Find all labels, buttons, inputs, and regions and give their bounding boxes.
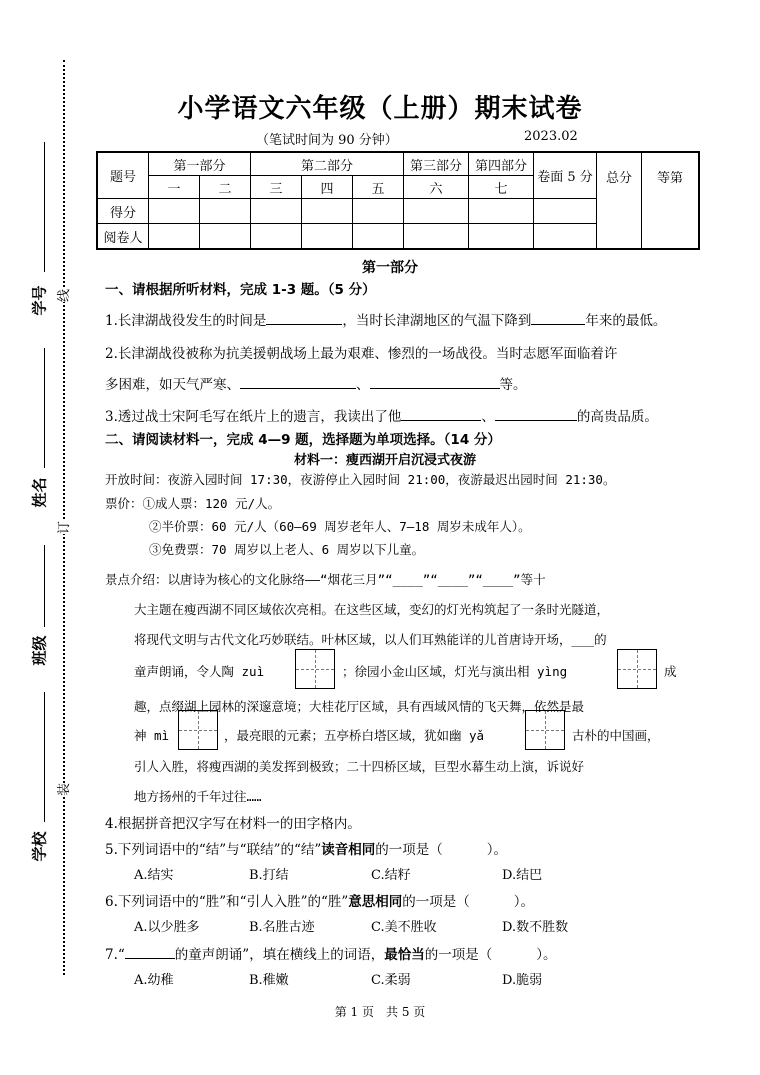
exam-date: 2023.02 (524, 129, 578, 144)
side-label-school: 学校 (30, 831, 49, 862)
q5-option-a[interactable]: A.结实 (134, 868, 174, 883)
score-cell[interactable] (200, 199, 251, 224)
q7-blank[interactable] (125, 946, 175, 959)
table-col-1: 一 (149, 176, 200, 199)
q7-option-c[interactable]: C.柔弱 (371, 973, 411, 988)
q7-text-b: 的童声朗诵”，填在横线上的词语， (174, 947, 385, 963)
cut-mark-line: 线 (53, 289, 72, 302)
material-para-4c: 成 (664, 664, 677, 679)
q1-blank-2[interactable] (531, 312, 585, 325)
table-col-2: 二 (200, 176, 251, 199)
q6-text-d: ）。 (513, 894, 535, 910)
material-price: 票价：①成人票：120 元/人。 (105, 496, 281, 511)
material-free: ③免费票：70 周岁以上老人、6 周岁以下儿童。 (149, 542, 425, 557)
q3-blank-1[interactable] (401, 408, 481, 421)
tianzige-box-ya[interactable] (525, 710, 565, 750)
grader-cell[interactable] (149, 224, 200, 250)
q2-text-d: 等。 (499, 377, 527, 393)
q2-blank-2[interactable] (370, 376, 500, 389)
tianzige-box-mi[interactable] (178, 710, 218, 750)
q7-text-e: ）。 (536, 947, 557, 963)
score-cell[interactable] (534, 199, 597, 224)
table-header-total: 总分 (597, 152, 642, 249)
cut-mark-pack: 装 (53, 783, 72, 796)
q5-text-d: ）。 (486, 842, 508, 858)
q7-option-a[interactable]: A.幼稚 (134, 973, 174, 988)
student-id-line (44, 142, 45, 272)
table-col-6: 六 (404, 176, 469, 199)
grader-cell[interactable] (302, 224, 353, 250)
q2-blank-1[interactable] (240, 376, 356, 389)
score-table (96, 151, 700, 250)
q3-text-c: 的高贵品质。 (576, 409, 658, 425)
q7-option-b[interactable]: B.稚嫩 (249, 973, 289, 988)
material-half-price: ②半价票：60 元/人（60—69 周岁老年人、7—18 周岁未成年人）。 (149, 519, 531, 534)
side-label-class: 班级 (30, 635, 49, 666)
school-line (44, 692, 45, 822)
q6-text-c: 的一项是（ (402, 894, 470, 910)
score-cell[interactable] (404, 199, 469, 224)
side-label-name: 姓名 (30, 477, 49, 508)
table-col-7: 七 (469, 176, 534, 199)
material-para-8: 地方扬州的千年过往…… (134, 789, 262, 804)
q6-keyword: 意思相同 (348, 894, 403, 910)
score-cell[interactable] (302, 199, 353, 224)
q1-text-b: ，当时长津湖地区的气温下降到 (342, 313, 532, 329)
side-label-student-id: 学号 (30, 285, 49, 316)
table-row-grader-label: 阅卷人 (97, 224, 149, 250)
page-footer: 第 1 页 共 5 页 (334, 1005, 426, 1019)
q6-option-a[interactable]: A.以少胜多 (134, 920, 200, 935)
binding-dotted-line (63, 60, 65, 975)
q2-text-b: 多困难，如天气严寒、 (105, 377, 240, 393)
material-para-6a: 神 mì (134, 728, 170, 743)
table-header-item: 题号 (97, 152, 149, 199)
table-header-neatness: 卷面 5 分 (534, 152, 597, 199)
section2-title: 二、请阅读材料一，完成 4—9 题，选择题为单项选择。（14 分） (105, 432, 501, 448)
class-line (44, 545, 45, 627)
table-header-part2: 第二部分 (251, 152, 404, 176)
material-para-5: 趣，点缀湖上园林的深邃意境；大桂花厅区域，具有西域风情的飞天舞，依然是最 (134, 699, 585, 714)
grader-cell[interactable] (469, 224, 534, 250)
section1-title: 一、请根据所听材料，完成 1-3 题。（5 分） (105, 282, 376, 298)
tianzige-box-zui[interactable] (295, 649, 335, 689)
q7-text-d: 的一项是（ (424, 947, 493, 963)
score-cell[interactable] (353, 199, 404, 224)
page-title: 小学语文六年级（上册）期末试卷 (177, 94, 583, 124)
grader-cell[interactable] (200, 224, 251, 250)
q1-text-a: 1.长津湖战役发生的时间是 (105, 313, 267, 329)
grader-cell[interactable] (251, 224, 302, 250)
tianzige-box-ying[interactable] (617, 649, 657, 689)
question-4: 4.根据拼音把汉字写在材料一的田字格内。 (105, 816, 361, 832)
q3-text-b: 、 (481, 409, 495, 425)
material-para-7: 引人入胜，将瘦西湖的美发挥到极致；二十四桥区域，巨型水幕生动上演，诉说好 (134, 759, 585, 774)
material-para-4a: 童声朗诵，令人陶 zuì (134, 664, 265, 679)
q5-keyword: 读音相同 (321, 842, 376, 858)
material-title: 材料一：瘦西湖开启沉浸式夜游 (293, 453, 476, 468)
q2-text-c: 、 (356, 377, 370, 393)
question-2-line2 (105, 373, 527, 393)
q7-keyword: 最恰当 (384, 947, 425, 963)
table-header-part3: 第三部分 (404, 152, 469, 176)
grader-cell[interactable] (353, 224, 404, 250)
q6-text-a: 6.下列词语中的“胜”和“引人入胜”的“胜” (105, 894, 349, 910)
material-open-time: 开放时间：夜游入园时间 17:30，夜游停止入园时间 21:00，夜游最迟出园时间 21:30。 (105, 472, 616, 487)
q5-option-d[interactable]: D.结巴 (502, 868, 543, 883)
cut-mark-bind: 订 (53, 521, 72, 534)
question-3 (105, 405, 658, 425)
question-7 (105, 943, 556, 963)
part1-heading: 第一部分 (362, 260, 418, 276)
q6-option-b[interactable]: B.名胜古迹 (249, 920, 315, 935)
table-col-5: 五 (353, 176, 404, 199)
question-5 (105, 838, 507, 858)
question-6 (105, 890, 534, 910)
material-para-1: 景点介绍：以唐诗为核心的文化脉络——“烟花三月”“____”“____”“____”等十 (105, 572, 546, 587)
material-para-3: 将现代文明与古代文化巧妙联结。叶林区域，以人们耳熟能详的儿首唐诗开场，___的 (134, 632, 607, 647)
q1-blank-1[interactable] (266, 312, 342, 325)
table-header-part1: 第一部分 (149, 152, 251, 176)
score-cell[interactable] (469, 199, 534, 224)
material-para-4b: ；徐园小金山区域，灯光与演出相 yìng (342, 664, 568, 679)
score-cell[interactable] (251, 199, 302, 224)
question-1 (105, 309, 666, 329)
table-header-grade: 等第 (642, 152, 700, 249)
material-para-6b: ，最亮眼的元素；五亭桥白塔区域，犹如幽 yǎ (224, 728, 485, 743)
q3-text-a: 3.透过战士宋阿毛写在纸片上的遗言，我读出了他 (105, 409, 402, 425)
q6-option-d[interactable]: D.数不胜数 (502, 920, 569, 935)
q5-text-c: 的一项是（ (375, 842, 443, 858)
q6-option-c[interactable]: C.美不胜收 (371, 920, 437, 935)
q7-text-a: 7.“ (105, 947, 125, 963)
table-header-part4: 第四部分 (469, 152, 534, 176)
material-para-2: 大主题在瘦西湖不同区域依次亮相。在这些区域，变幻的灯光构筑起了一条时光隧道， (134, 602, 610, 617)
question-2-line1: 2.长津湖战役被称为抗美援朝战场上最为艰难、惨烈的一场战役。当时志愿军面临着许 (105, 346, 618, 362)
score-cell[interactable] (149, 199, 200, 224)
grader-cell[interactable] (404, 224, 469, 250)
q5-option-b[interactable]: B.打结 (249, 868, 289, 883)
q3-blank-2[interactable] (495, 408, 577, 421)
q1-text-c: 年来的最低。 (585, 313, 667, 329)
table-col-4: 四 (302, 176, 353, 199)
table-row-score-label: 得分 (97, 199, 149, 224)
grader-cell[interactable] (534, 224, 597, 250)
table-col-3: 三 (251, 176, 302, 199)
q7-option-d[interactable]: D.脆弱 (502, 973, 543, 988)
material-para-6c: 古朴的中国画， (572, 728, 660, 743)
time-note: （笔试时间为 90 分钟） (256, 133, 398, 148)
q5-option-c[interactable]: C.结籽 (371, 868, 411, 883)
q5-text-a: 5.下列词语中的“结”与“联结”的“结” (105, 842, 322, 858)
